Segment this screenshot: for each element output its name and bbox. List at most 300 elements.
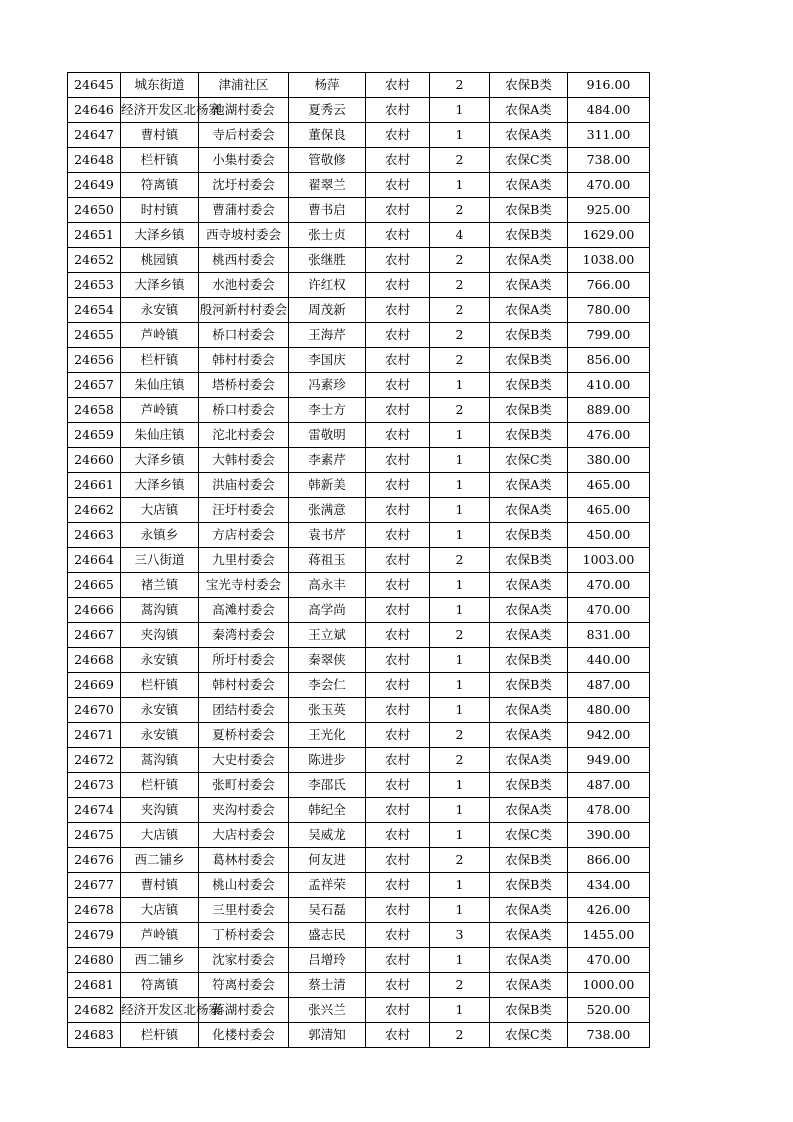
cell-area-type: 农村 (366, 98, 430, 123)
cell-person-name: 李国庆 (289, 348, 366, 373)
cell-village-committee: 寺后村委会 (199, 123, 289, 148)
cell-village-committee: 张町村委会 (199, 773, 289, 798)
cell-area-type: 农村 (366, 648, 430, 673)
table-row (68, 723, 650, 748)
cell-person-name: 张满意 (289, 498, 366, 523)
cell-town: 大店镇 (121, 498, 199, 523)
table-row (68, 498, 650, 523)
cell-household-count: 2 (430, 198, 490, 223)
table-row (68, 898, 650, 923)
cell-household-count: 1 (430, 473, 490, 498)
cell-insurance-category: 农保C类 (490, 1023, 568, 1048)
cell-person-name: 吴石磊 (289, 898, 366, 923)
cell-insurance-category: 农保B类 (490, 773, 568, 798)
cell-insurance-category: 农保B类 (490, 223, 568, 248)
cell-household-count: 2 (430, 273, 490, 298)
cell-town: 夹沟镇 (121, 798, 199, 823)
cell-household-count: 1 (430, 948, 490, 973)
table-row (68, 73, 650, 98)
cell-insurance-category: 农保B类 (490, 673, 568, 698)
cell-household-count: 1 (430, 998, 490, 1023)
cell-person-name: 杨萍 (289, 73, 366, 98)
cell-person-name: 王立斌 (289, 623, 366, 648)
cell-person-name: 翟翠兰 (289, 173, 366, 198)
cell-household-count: 2 (430, 298, 490, 323)
cell-insurance-category: 农保B类 (490, 348, 568, 373)
cell-village-committee: 水池村委会 (199, 273, 289, 298)
cell-village-committee: 桥口村委会 (199, 323, 289, 348)
cell-town: 芦岭镇 (121, 323, 199, 348)
cell-household-count: 3 (430, 923, 490, 948)
cell-village-committee: 汪圩村委会 (199, 498, 289, 523)
cell-household-count: 1 (430, 123, 490, 148)
table-row (68, 473, 650, 498)
cell-household-count: 2 (430, 73, 490, 98)
table-row (68, 873, 650, 898)
cell-person-name: 许红权 (289, 273, 366, 298)
cell-insurance-category: 农保B类 (490, 198, 568, 223)
cell-amount: 1629.00 (568, 223, 650, 248)
cell-town: 三八街道 (121, 548, 199, 573)
cell-area-type: 农村 (366, 423, 430, 448)
cell-person-name: 张兴兰 (289, 998, 366, 1023)
cell-area-type: 农村 (366, 473, 430, 498)
cell-record-id: 24662 (68, 498, 121, 523)
cell-town: 栏杆镇 (121, 348, 199, 373)
cell-record-id: 24673 (68, 773, 121, 798)
cell-amount: 738.00 (568, 148, 650, 173)
cell-village-committee: 桃西村委会 (199, 248, 289, 273)
cell-area-type: 农村 (366, 298, 430, 323)
cell-record-id: 24664 (68, 548, 121, 573)
cell-town: 大泽乡镇 (121, 473, 199, 498)
cell-town: 朱仙庄镇 (121, 423, 199, 448)
cell-town: 符离镇 (121, 973, 199, 998)
cell-insurance-category: 农保A类 (490, 898, 568, 923)
cell-town: 大店镇 (121, 898, 199, 923)
cell-town: 经济开发区北杨寨 (121, 998, 199, 1023)
cell-village-committee: 方店村委会 (199, 523, 289, 548)
cell-amount: 390.00 (568, 823, 650, 848)
cell-record-id: 24674 (68, 798, 121, 823)
table-row (68, 448, 650, 473)
cell-record-id: 24657 (68, 373, 121, 398)
cell-village-committee: 殷河新村村委会 (199, 298, 289, 323)
cell-record-id: 24649 (68, 173, 121, 198)
cell-village-committee: 小集村委会 (199, 148, 289, 173)
cell-person-name: 袁书芹 (289, 523, 366, 548)
cell-area-type: 农村 (366, 673, 430, 698)
cell-insurance-category: 农保A类 (490, 723, 568, 748)
table-row (68, 398, 650, 423)
cell-area-type: 农村 (366, 173, 430, 198)
cell-village-committee: 沈家村委会 (199, 948, 289, 973)
table-row (68, 973, 650, 998)
cell-town: 城东街道 (121, 73, 199, 98)
cell-town: 符离镇 (121, 173, 199, 198)
cell-town: 永安镇 (121, 723, 199, 748)
table-row (68, 573, 650, 598)
cell-area-type: 农村 (366, 873, 430, 898)
cell-village-committee: 所圩村委会 (199, 648, 289, 673)
cell-village-committee: 池湖村委会 (199, 98, 289, 123)
cell-insurance-category: 农保A类 (490, 798, 568, 823)
cell-town: 蒿沟镇 (121, 748, 199, 773)
cell-insurance-category: 农保C类 (490, 148, 568, 173)
cell-insurance-category: 农保A类 (490, 623, 568, 648)
cell-village-committee: 夹沟村委会 (199, 798, 289, 823)
cell-record-id: 24661 (68, 473, 121, 498)
cell-person-name: 韩新美 (289, 473, 366, 498)
cell-record-id: 24658 (68, 398, 121, 423)
cell-insurance-category: 农保A类 (490, 973, 568, 998)
cell-area-type: 农村 (366, 573, 430, 598)
cell-area-type: 农村 (366, 823, 430, 848)
cell-area-type: 农村 (366, 773, 430, 798)
cell-household-count: 2 (430, 548, 490, 573)
cell-village-committee: 桥口村委会 (199, 398, 289, 423)
cell-record-id: 24659 (68, 423, 121, 448)
table-row (68, 648, 650, 673)
cell-area-type: 农村 (366, 198, 430, 223)
cell-person-name: 曹书启 (289, 198, 366, 223)
cell-insurance-category: 农保A类 (490, 298, 568, 323)
cell-village-committee: 沱北村委会 (199, 423, 289, 448)
table-row (68, 623, 650, 648)
cell-village-committee: 大店村委会 (199, 823, 289, 848)
cell-record-id: 24647 (68, 123, 121, 148)
cell-household-count: 2 (430, 348, 490, 373)
cell-insurance-category: 农保A类 (490, 948, 568, 973)
cell-insurance-category: 农保A类 (490, 473, 568, 498)
cell-person-name: 冯素珍 (289, 373, 366, 398)
cell-household-count: 2 (430, 323, 490, 348)
cell-insurance-category: 农保B类 (490, 848, 568, 873)
cell-village-committee: 韩村村委会 (199, 348, 289, 373)
cell-insurance-category: 农保B类 (490, 73, 568, 98)
cell-amount: 478.00 (568, 798, 650, 823)
data-table (67, 72, 650, 1048)
cell-record-id: 24653 (68, 273, 121, 298)
table-row (68, 273, 650, 298)
table-row (68, 923, 650, 948)
cell-record-id: 24646 (68, 98, 121, 123)
cell-insurance-category: 农保A类 (490, 173, 568, 198)
cell-amount: 450.00 (568, 523, 650, 548)
cell-town: 时村镇 (121, 198, 199, 223)
cell-record-id: 24663 (68, 523, 121, 548)
cell-village-committee: 团结村委会 (199, 698, 289, 723)
table-row (68, 798, 650, 823)
cell-person-name: 张士贞 (289, 223, 366, 248)
table-row (68, 348, 650, 373)
cell-area-type: 农村 (366, 498, 430, 523)
cell-insurance-category: 农保A类 (490, 748, 568, 773)
cell-amount: 766.00 (568, 273, 650, 298)
cell-amount: 380.00 (568, 448, 650, 473)
cell-insurance-category: 农保A类 (490, 598, 568, 623)
cell-record-id: 24671 (68, 723, 121, 748)
cell-insurance-category: 农保B类 (490, 423, 568, 448)
table-row (68, 698, 650, 723)
cell-insurance-category: 农保A类 (490, 273, 568, 298)
cell-person-name: 吕增玲 (289, 948, 366, 973)
cell-amount: 889.00 (568, 398, 650, 423)
cell-area-type: 农村 (366, 848, 430, 873)
cell-record-id: 24668 (68, 648, 121, 673)
cell-household-count: 1 (430, 423, 490, 448)
cell-area-type: 农村 (366, 898, 430, 923)
cell-amount: 470.00 (568, 598, 650, 623)
cell-household-count: 1 (430, 648, 490, 673)
cell-area-type: 农村 (366, 273, 430, 298)
cell-amount: 426.00 (568, 898, 650, 923)
cell-record-id: 24667 (68, 623, 121, 648)
cell-record-id: 24680 (68, 948, 121, 973)
cell-household-count: 2 (430, 1023, 490, 1048)
cell-household-count: 2 (430, 148, 490, 173)
cell-amount: 465.00 (568, 498, 650, 523)
cell-amount: 311.00 (568, 123, 650, 148)
cell-village-committee: 韩村村委会 (199, 673, 289, 698)
cell-amount: 487.00 (568, 673, 650, 698)
cell-town: 栏杆镇 (121, 1023, 199, 1048)
cell-record-id: 24666 (68, 598, 121, 623)
table-row (68, 123, 650, 148)
cell-household-count: 1 (430, 448, 490, 473)
table-row (68, 198, 650, 223)
cell-town: 芦岭镇 (121, 398, 199, 423)
cell-amount: 916.00 (568, 73, 650, 98)
cell-amount: 470.00 (568, 173, 650, 198)
cell-area-type: 农村 (366, 723, 430, 748)
cell-household-count: 1 (430, 698, 490, 723)
cell-area-type: 农村 (366, 948, 430, 973)
cell-person-name: 蒋祖玉 (289, 548, 366, 573)
cell-area-type: 农村 (366, 923, 430, 948)
cell-household-count: 2 (430, 248, 490, 273)
cell-area-type: 农村 (366, 623, 430, 648)
table-row (68, 323, 650, 348)
cell-household-count: 4 (430, 223, 490, 248)
cell-person-name: 夏秀云 (289, 98, 366, 123)
cell-town: 芦岭镇 (121, 923, 199, 948)
cell-area-type: 农村 (366, 1023, 430, 1048)
cell-person-name: 王光化 (289, 723, 366, 748)
table-row (68, 948, 650, 973)
cell-household-count: 1 (430, 823, 490, 848)
table-row (68, 823, 650, 848)
cell-person-name: 李会仁 (289, 673, 366, 698)
cell-person-name: 孟祥荣 (289, 873, 366, 898)
cell-record-id: 24679 (68, 923, 121, 948)
table-row (68, 248, 650, 273)
cell-amount: 484.00 (568, 98, 650, 123)
cell-person-name: 吴威龙 (289, 823, 366, 848)
cell-household-count: 1 (430, 373, 490, 398)
cell-village-committee: 符离村委会 (199, 973, 289, 998)
cell-town: 永安镇 (121, 698, 199, 723)
cell-village-committee: 蒋湖村委会 (199, 998, 289, 1023)
cell-amount: 520.00 (568, 998, 650, 1023)
cell-village-committee: 沈圩村委会 (199, 173, 289, 198)
cell-town: 永镇乡 (121, 523, 199, 548)
cell-insurance-category: 农保A类 (490, 573, 568, 598)
cell-person-name: 董保良 (289, 123, 366, 148)
cell-insurance-category: 农保A类 (490, 698, 568, 723)
cell-insurance-category: 农保A类 (490, 123, 568, 148)
cell-town: 经济开发区北杨寨 (121, 98, 199, 123)
cell-record-id: 24665 (68, 573, 121, 598)
cell-town: 栏杆镇 (121, 673, 199, 698)
cell-amount: 470.00 (568, 573, 650, 598)
cell-insurance-category: 农保A类 (490, 923, 568, 948)
cell-village-committee: 洪庙村委会 (199, 473, 289, 498)
cell-village-committee: 宝光寺村委会 (199, 573, 289, 598)
cell-person-name: 雷敬明 (289, 423, 366, 448)
cell-area-type: 农村 (366, 223, 430, 248)
cell-village-committee: 丁桥村委会 (199, 923, 289, 948)
cell-area-type: 农村 (366, 123, 430, 148)
table-row (68, 673, 650, 698)
cell-town: 栏杆镇 (121, 773, 199, 798)
cell-insurance-category: 农保C类 (490, 448, 568, 473)
cell-village-committee: 夏桥村委会 (199, 723, 289, 748)
cell-household-count: 1 (430, 773, 490, 798)
cell-record-id: 24656 (68, 348, 121, 373)
cell-record-id: 24683 (68, 1023, 121, 1048)
cell-area-type: 农村 (366, 548, 430, 573)
cell-insurance-category: 农保B类 (490, 648, 568, 673)
cell-area-type: 农村 (366, 448, 430, 473)
cell-person-name: 高永丰 (289, 573, 366, 598)
cell-village-committee: 化楼村委会 (199, 1023, 289, 1048)
cell-area-type: 农村 (366, 323, 430, 348)
cell-town: 大泽乡镇 (121, 448, 199, 473)
cell-person-name: 李士方 (289, 398, 366, 423)
table-row (68, 598, 650, 623)
table-row (68, 748, 650, 773)
cell-amount: 1038.00 (568, 248, 650, 273)
cell-person-name: 管敬修 (289, 148, 366, 173)
cell-amount: 831.00 (568, 623, 650, 648)
table-row (68, 548, 650, 573)
cell-record-id: 24654 (68, 298, 121, 323)
cell-household-count: 2 (430, 848, 490, 873)
cell-record-id: 24651 (68, 223, 121, 248)
cell-person-name: 李素芹 (289, 448, 366, 473)
cell-insurance-category: 农保B类 (490, 373, 568, 398)
cell-amount: 410.00 (568, 373, 650, 398)
cell-household-count: 1 (430, 798, 490, 823)
cell-area-type: 农村 (366, 398, 430, 423)
cell-amount: 866.00 (568, 848, 650, 873)
cell-amount: 487.00 (568, 773, 650, 798)
cell-household-count: 1 (430, 873, 490, 898)
table-row (68, 373, 650, 398)
cell-town: 曹村镇 (121, 123, 199, 148)
cell-record-id: 24677 (68, 873, 121, 898)
cell-area-type: 农村 (366, 598, 430, 623)
cell-area-type: 农村 (366, 998, 430, 1023)
cell-person-name: 盛志民 (289, 923, 366, 948)
cell-record-id: 24672 (68, 748, 121, 773)
cell-amount: 799.00 (568, 323, 650, 348)
cell-insurance-category: 农保B类 (490, 873, 568, 898)
cell-household-count: 2 (430, 973, 490, 998)
cell-person-name: 何友进 (289, 848, 366, 873)
table-row (68, 223, 650, 248)
cell-amount: 856.00 (568, 348, 650, 373)
cell-person-name: 张继胜 (289, 248, 366, 273)
cell-record-id: 24645 (68, 73, 121, 98)
cell-amount: 1455.00 (568, 923, 650, 948)
cell-town: 朱仙庄镇 (121, 373, 199, 398)
table-row (68, 523, 650, 548)
cell-insurance-category: 农保B类 (490, 998, 568, 1023)
cell-area-type: 农村 (366, 73, 430, 98)
cell-village-committee: 桃山村委会 (199, 873, 289, 898)
cell-amount: 1000.00 (568, 973, 650, 998)
cell-town: 永安镇 (121, 298, 199, 323)
cell-person-name: 陈进步 (289, 748, 366, 773)
cell-record-id: 24682 (68, 998, 121, 1023)
cell-record-id: 24650 (68, 198, 121, 223)
cell-amount: 738.00 (568, 1023, 650, 1048)
cell-area-type: 农村 (366, 748, 430, 773)
cell-household-count: 1 (430, 598, 490, 623)
cell-insurance-category: 农保B类 (490, 398, 568, 423)
cell-town: 西二铺乡 (121, 848, 199, 873)
cell-town: 大泽乡镇 (121, 273, 199, 298)
cell-amount: 480.00 (568, 698, 650, 723)
cell-insurance-category: 农保A类 (490, 98, 568, 123)
cell-household-count: 1 (430, 898, 490, 923)
cell-insurance-category: 农保A类 (490, 248, 568, 273)
cell-record-id: 24669 (68, 673, 121, 698)
cell-town: 蒿沟镇 (121, 598, 199, 623)
table-row (68, 773, 650, 798)
cell-town: 大店镇 (121, 823, 199, 848)
cell-amount: 465.00 (568, 473, 650, 498)
cell-town: 西二铺乡 (121, 948, 199, 973)
cell-record-id: 24655 (68, 323, 121, 348)
cell-amount: 780.00 (568, 298, 650, 323)
table-row (68, 98, 650, 123)
cell-area-type: 农村 (366, 373, 430, 398)
cell-area-type: 农村 (366, 973, 430, 998)
cell-area-type: 农村 (366, 698, 430, 723)
table-row (68, 148, 650, 173)
cell-amount: 434.00 (568, 873, 650, 898)
cell-amount: 476.00 (568, 423, 650, 448)
cell-village-committee: 高滩村委会 (199, 598, 289, 623)
cell-area-type: 农村 (366, 248, 430, 273)
cell-insurance-category: 农保C类 (490, 823, 568, 848)
cell-household-count: 1 (430, 673, 490, 698)
cell-household-count: 1 (430, 98, 490, 123)
cell-village-committee: 秦湾村委会 (199, 623, 289, 648)
cell-household-count: 2 (430, 623, 490, 648)
cell-record-id: 24660 (68, 448, 121, 473)
cell-household-count: 1 (430, 573, 490, 598)
cell-person-name: 韩纪全 (289, 798, 366, 823)
cell-person-name: 张玉英 (289, 698, 366, 723)
cell-person-name: 高学尚 (289, 598, 366, 623)
cell-person-name: 李邵氏 (289, 773, 366, 798)
cell-insurance-category: 农保B类 (490, 548, 568, 573)
cell-record-id: 24678 (68, 898, 121, 923)
